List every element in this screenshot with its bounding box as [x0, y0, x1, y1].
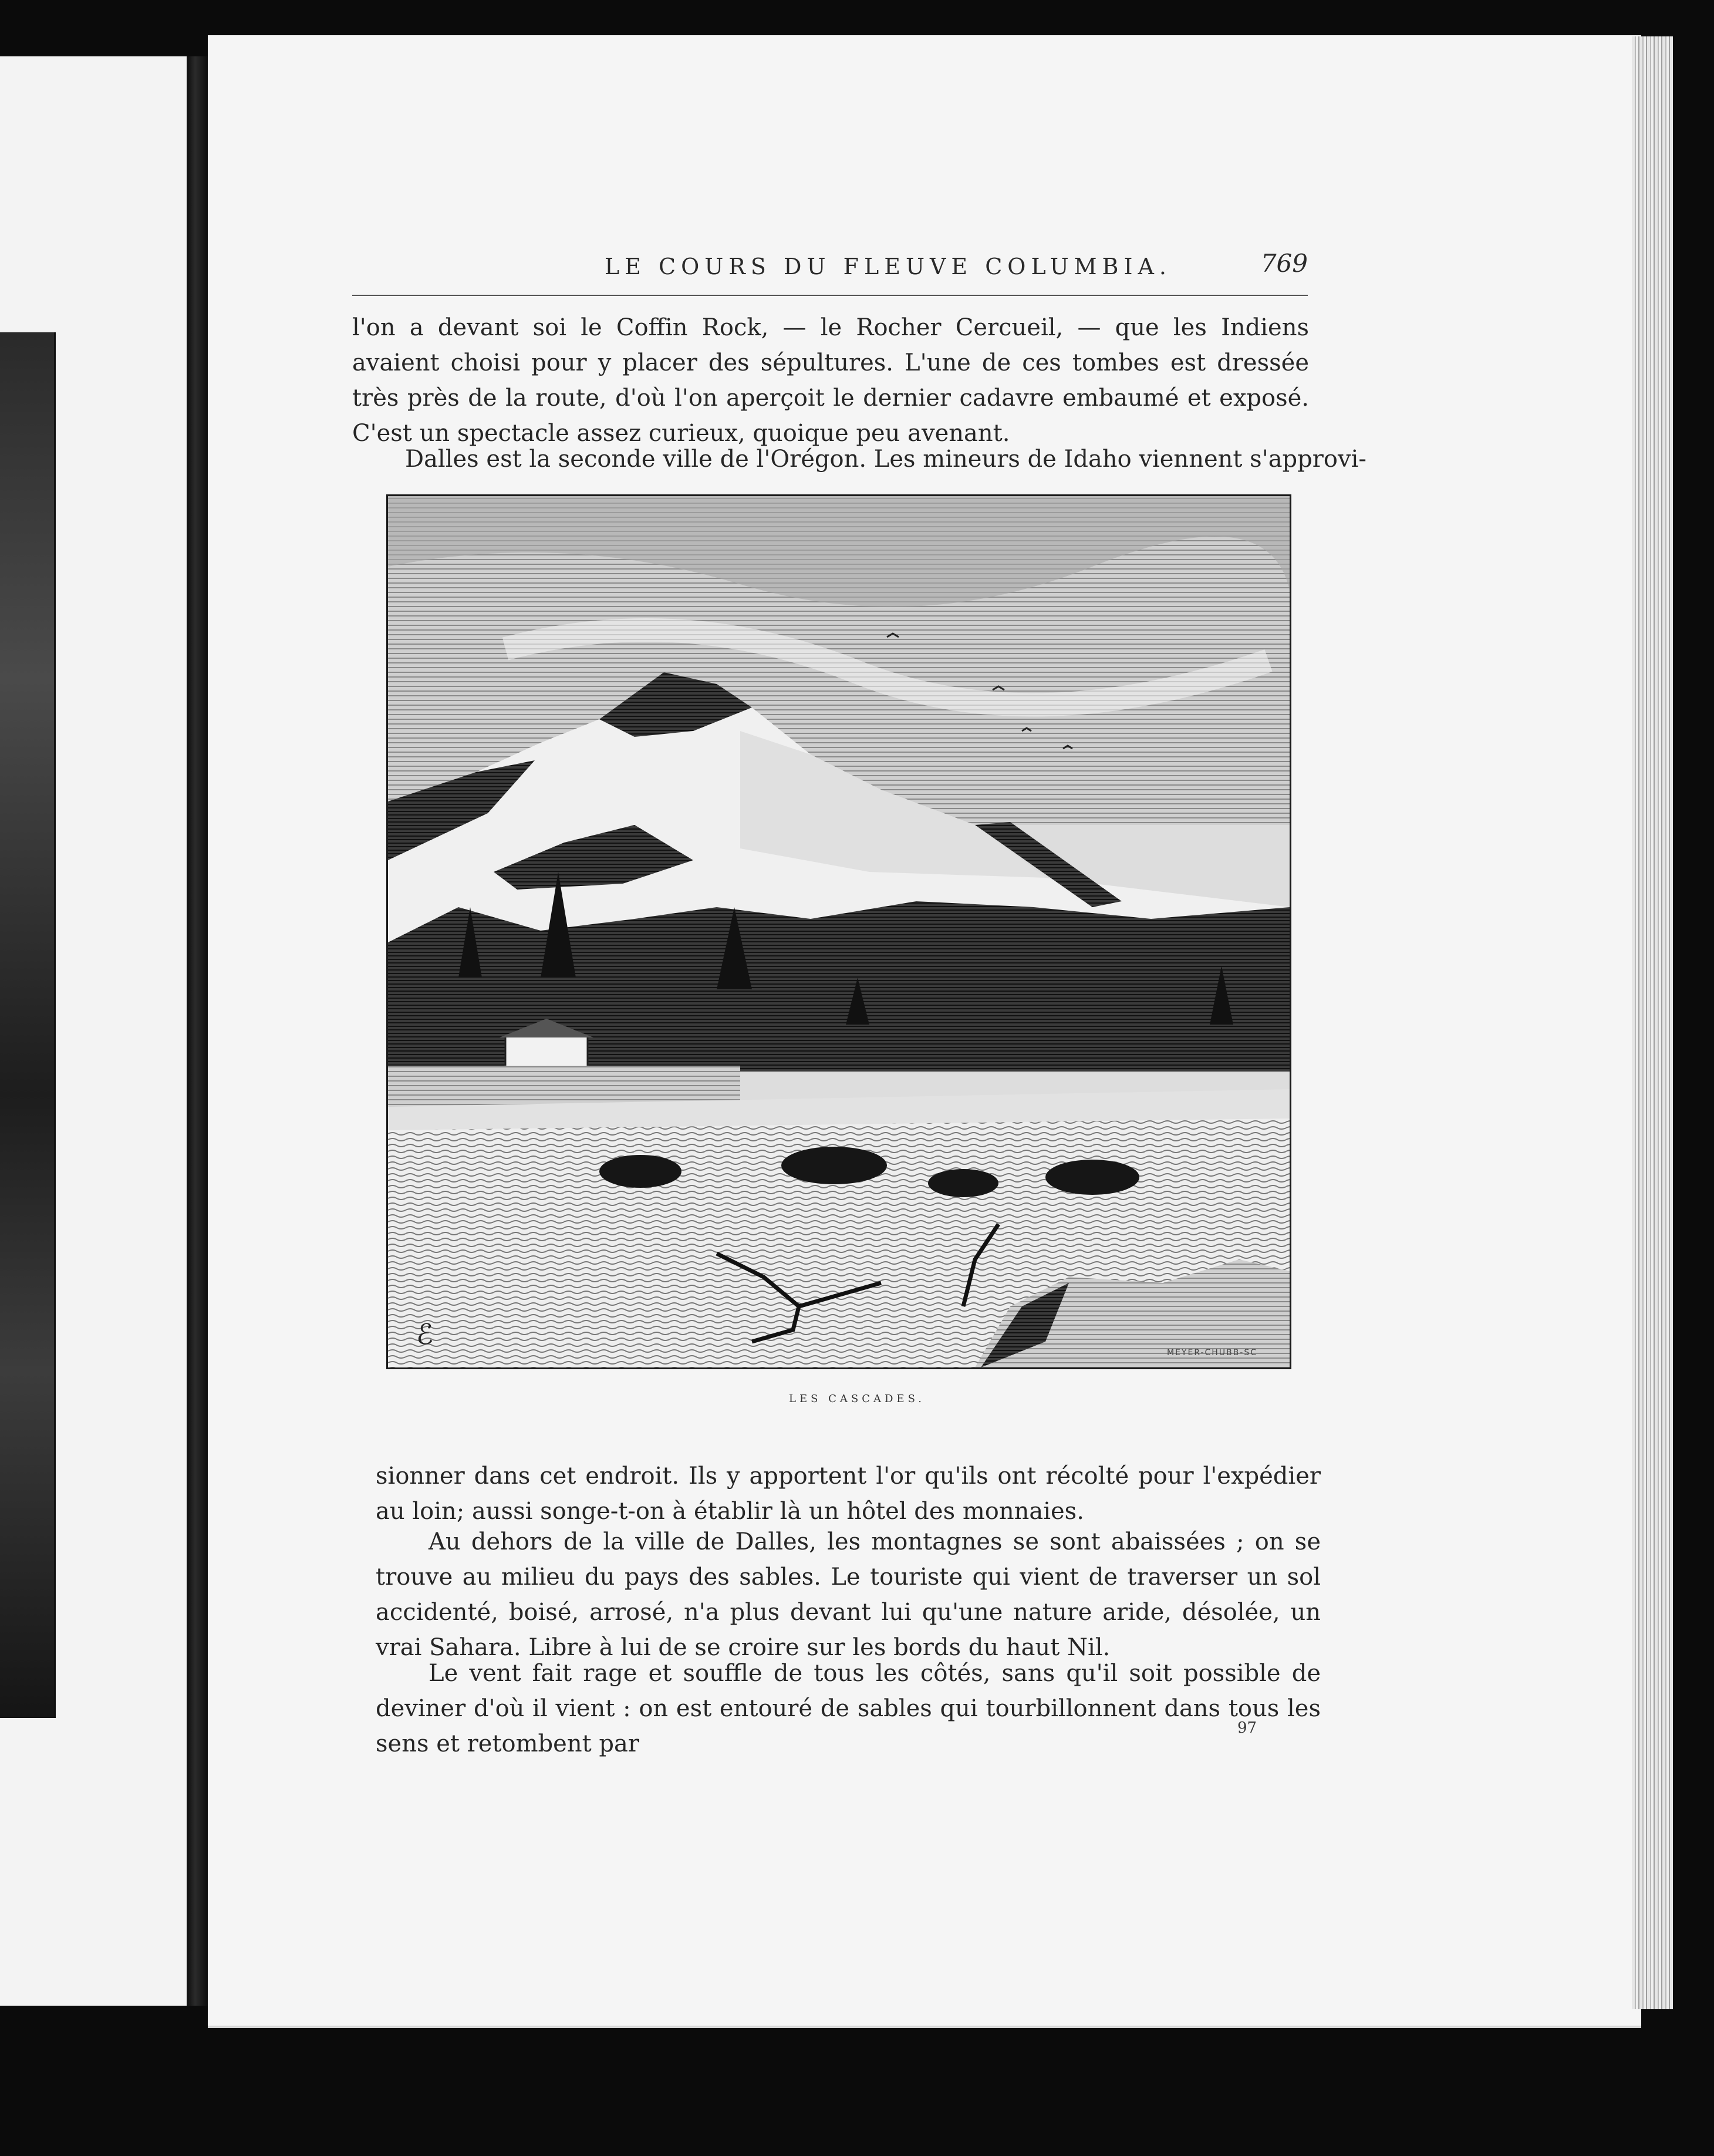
page-edges: [1632, 36, 1673, 2009]
page-number: 769: [1260, 249, 1308, 278]
signature-mark: 97: [1237, 1719, 1257, 1737]
paragraph-vent: Le vent fait rage et souffle de tous les côtés, sans qu'il soit possible de deviner d'où il vient : on est entouré de sables qui tourbillonnent dans tous les sens et retombent par: [376, 1660, 1321, 1757]
facing-page-plate-edge: [0, 332, 56, 1718]
book-gutter: [187, 56, 208, 2006]
running-head: [352, 249, 1308, 301]
paragraph-coffin-rock: l'on a devant soi le Coffin Rock, — le Rocher Cercueil, — que les Indiens avaient choisi pour y placer des sépultures. L'une de ces tombes est dressée très près de la route, d'où l'on aperçoit le dernier cadavre embaumé et exposé. C'est un spectacle assez curieux, quoique peu avenant.: [352, 314, 1309, 447]
paragraph-pays-des-sables: Au dehors de la ville de Dalles, les montagnes se sont abaissées ; on se trouve au milieu du pays des sables. Le touriste qui vient de traverser un sol accidenté, boisé, arrosé, n'a plus devant lui qu'une nature aride, désolée, un vrai Sahara. Libre à lui de se croire sur les bords du haut Nil.: [376, 1528, 1321, 1661]
engraver-credit: MEYER-CHUBB-SC: [1167, 1348, 1258, 1357]
header-rule: [352, 295, 1308, 296]
paragraph-dalles: Dalles est la seconde ville de l'Orégon. Les mineurs de Idaho viennent s'approvi-: [405, 446, 1367, 473]
illustration-les-cascades: [386, 494, 1291, 1369]
paragraph-approvisionner: sionner dans cet endroit. Ils y apportent l'or qu'ils ont récolté pour l'expédier au loin; aussi songe-t-on à établir là un hôtel des monnaies.: [376, 1463, 1321, 1525]
figure-caption: LES CASCADES.: [788, 1393, 925, 1405]
running-title: LE COURS DU FLEUVE COLUMBIA.: [605, 254, 1172, 279]
facing-page: [0, 56, 190, 2006]
svg-text:ℰ: ℰ: [416, 1318, 434, 1351]
